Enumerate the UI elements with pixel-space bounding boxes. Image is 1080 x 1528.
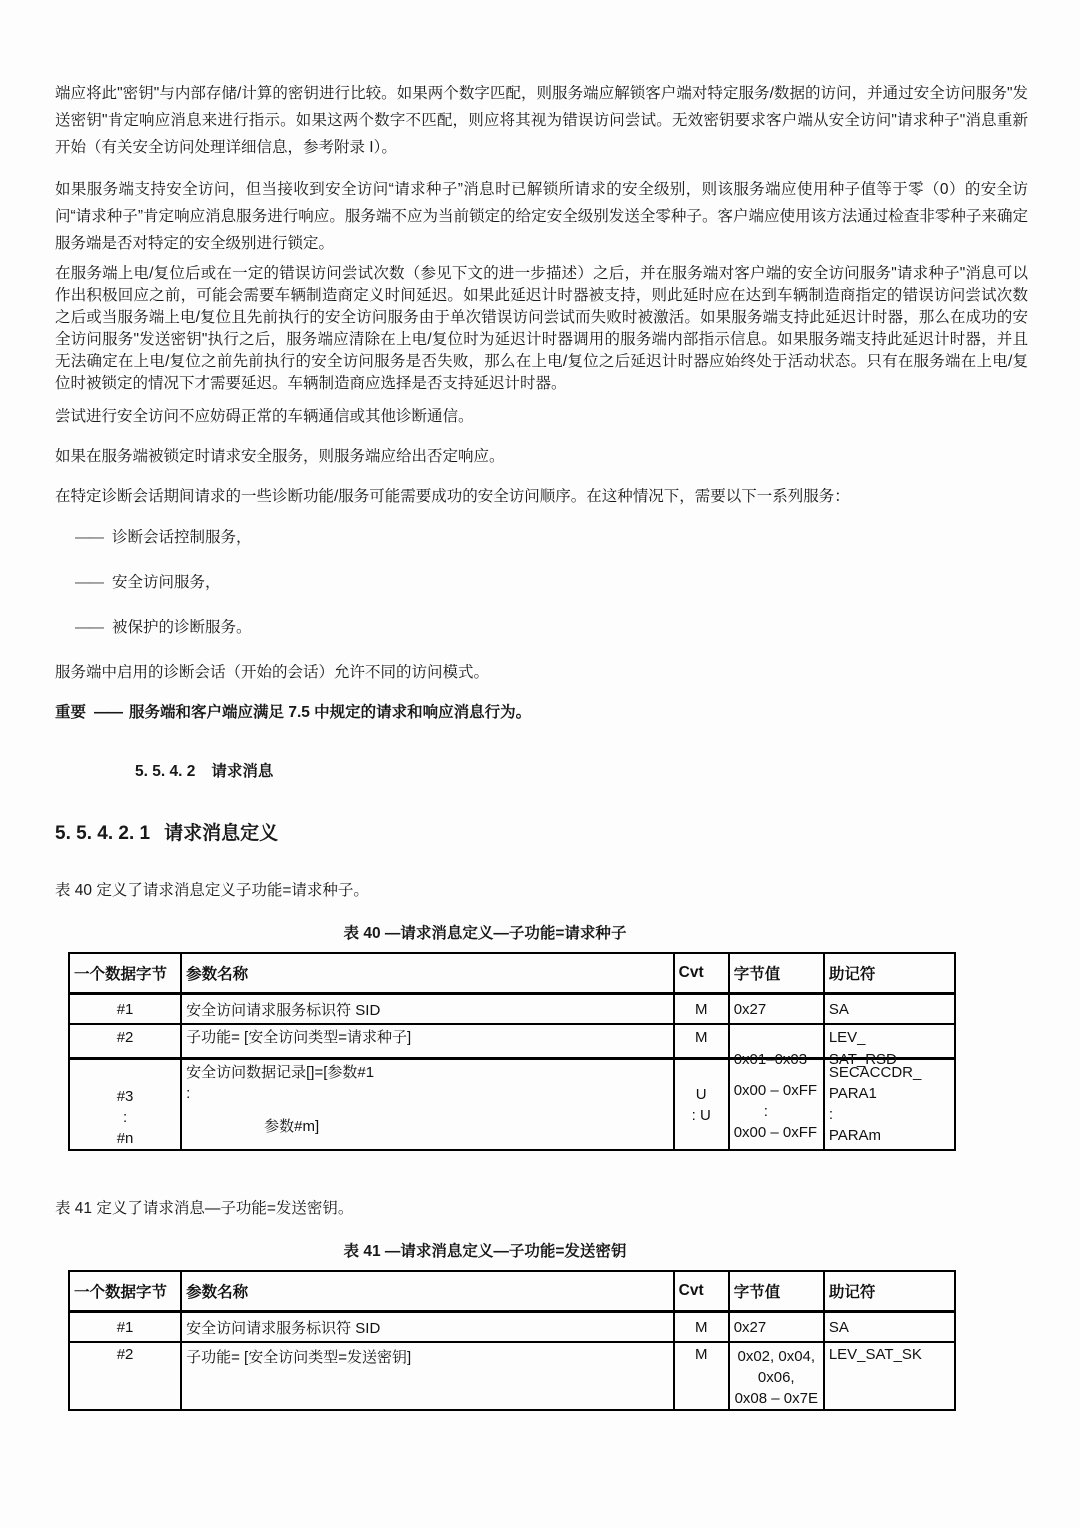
heading-title: 请求消息 <box>211 763 274 780</box>
heading-number: 5. 5. 4. 2. 1 <box>55 823 151 844</box>
col-header-cvt: Cvt <box>674 1271 729 1312</box>
col-header-param-name: 参数名称 <box>181 953 674 994</box>
cell-byte: #2 <box>69 1342 181 1410</box>
cell-cvt: M <box>674 1024 729 1059</box>
cell-param: 安全访问请求服务标识符 SID <box>181 994 674 1025</box>
paragraph-no-interfere: 尝试进行安全访问不应妨碍正常的车辆通信或其他诊断通信。 <box>55 408 474 425</box>
cell-mnemonic: SA <box>824 994 955 1025</box>
list-item-label: 安全访问服务， <box>112 574 221 591</box>
paragraph-locked-negative: 如果在服务端被锁定时请求安全服务，则服务端应给出否定响应。 <box>55 448 505 465</box>
cell-value-list: 0x02, 0x04, 0x06, 0x08 – 0x7E <box>729 1342 824 1410</box>
table-row <box>69 994 955 1025</box>
col-header-mnemonic: 助记符 <box>824 953 955 994</box>
table40-header-row <box>69 953 955 994</box>
dash-bullet: —— <box>75 619 102 636</box>
col-header-byte-value: 字节值 <box>729 953 824 994</box>
heading-5-5-4-2 <box>135 758 1028 785</box>
dash-bullet: —— <box>75 529 102 546</box>
cell-value-clipped: 0x01–0x03 <box>729 1024 824 1059</box>
paragraph-delay-timer: 在服务端上电/复位后或在一定的错误访问尝试次数（参见下文的进一步描述）之后，并在服务端对客户端的安全访问服务"请求种子"消息可以作出积极回应之前，可能会需要车辆制造商定义时间延迟。如果此延迟计时器被支持，则此延时应在达到车辆制造商指定的错误访问尝试次数之后或当服务端上电/复位且先前执行的安全访问服务由于单次错误访问尝试而失败时被激活。如果服务端支持此延迟计时器，那么在成功的安全访问服务"发送密钥"执行之后，服务端应清除在上电/复位时为延迟计时器调用的服务端内部指示信息。如果服务端支持此延迟计时器，并且无法确定在上电/复位之前先前执行的安全访问服务是否失败，那么在上电/复位之后延迟计时器应始终处于活动状态。只有在服务端在上电/复位时被锁定的情况下才需要延迟。车辆制造商应选择是否支持延迟计时器。 <box>55 265 1028 392</box>
table-40 <box>68 952 956 1151</box>
cell-byte-range: #3 : #n <box>69 1059 181 1151</box>
cell-value: 0x27 <box>729 1312 824 1343</box>
cell-param: 安全访问请求服务标识符 SID <box>181 1312 674 1343</box>
cell-mnemonic: SA <box>824 1312 955 1343</box>
list-item-security-access <box>75 569 1028 596</box>
cell-cvt: U : U <box>674 1059 729 1151</box>
paragraph-key-compare: 端应将此"密钥"与内部存储/计算的密钥进行比较。如果两个数字匹配，则服务端应解锁客户端对特定服务/数据的访问，并通过安全访问服务"发送密钥"肯定响应消息来进行指示。如果这两个数字不匹配，则应将其视为错误访问尝试。无效密钥要求客户端从安全访问"请求种子"消息重新开始（有关安全访问处理详细信息，参考附录 I）。 <box>55 85 1028 156</box>
note-dash: —— <box>94 704 122 721</box>
paragraph-zero-seed: 如果服务端支持安全访问，但当接收到安全访问“请求种子”消息时已解锁所请求的安全级别，则该服务端应使用种子值等于零（0）的安全访问“请求种子”肯定响应消息服务进行响应。服务端不应为当前锁定的给定安全级别发送全零种子。客户端应使用该方法通过检查非零种子来确定服务端是否对特定的安全级别进行锁定。 <box>55 181 1028 252</box>
table-41 <box>68 1270 956 1411</box>
dash-bullet: —— <box>75 574 102 591</box>
cell-byte: #1 <box>69 1312 181 1343</box>
table-row <box>69 1024 955 1059</box>
cell-cvt: M <box>674 994 729 1025</box>
service-sequence-list <box>55 524 1028 641</box>
list-item-session-control <box>75 524 1028 551</box>
table40-intro: 表 40 定义了请求消息定义子功能=请求种子。 <box>55 882 369 899</box>
table41-header-row <box>69 1271 955 1312</box>
note-text: 服务端和客户端应满足 7.5 中规定的请求和响应消息行为。 <box>129 704 532 721</box>
paragraph-session-modes: 服务端中启用的诊断会话（开始的会话）允许不同的访问模式。 <box>55 664 490 681</box>
col-header-cvt: Cvt <box>674 953 729 994</box>
table41-caption: 表 41 —请求消息定义—子功能=发送密钥 <box>343 1243 627 1260</box>
cell-value-range: 0x00 – 0xFF : 0x00 – 0xFF <box>729 1059 824 1151</box>
paragraph-sequence-intro: 在特定诊断会话期间请求的一些诊断功能/服务可能需要成功的安全访问顺序。在这种情况下，需要以下一系列服务： <box>55 488 850 505</box>
cell-byte: #1 <box>69 994 181 1025</box>
cell-value: 0x27 <box>729 994 824 1025</box>
table41-intro: 表 41 定义了请求消息—子功能=发送密钥。 <box>55 1200 354 1217</box>
col-header-byte-value: 字节值 <box>729 1271 824 1312</box>
col-header-param-name: 参数名称 <box>181 1271 674 1312</box>
col-header-mnemonic: 助记符 <box>824 1271 955 1312</box>
important-note <box>55 699 1028 726</box>
table-row <box>69 1059 955 1151</box>
list-item-label: 被保护的诊断服务。 <box>112 619 252 636</box>
table40-caption: 表 40 —请求消息定义—子功能=请求种子 <box>343 925 627 942</box>
cell-param: 子功能= [安全访问类型=发送密钥] <box>181 1342 674 1410</box>
list-item-label: 诊断会话控制服务， <box>112 529 252 546</box>
cell-param-record: 安全访问数据记录[]=[参数#1 : 参数#m] <box>181 1059 674 1151</box>
list-item-protected-service <box>75 614 1028 641</box>
cell-mnemonic: LEV_SAT_SK <box>824 1342 955 1410</box>
heading-5-5-4-2-1 <box>55 819 1028 849</box>
cell-param: 子功能= [安全访问类型=请求种子] <box>181 1024 674 1059</box>
cell-mnemonic-clipped: LEV_ SAT_RSD <box>824 1024 955 1059</box>
col-header-data-byte: 一个数据字节 <box>69 953 181 994</box>
col-header-data-byte: 一个数据字节 <box>69 1271 181 1312</box>
cell-byte: #2 <box>69 1024 181 1059</box>
heading-title: 请求消息定义 <box>164 823 279 844</box>
table-row <box>69 1312 955 1343</box>
note-label: 重要 <box>55 704 87 721</box>
cell-cvt: M <box>674 1342 729 1410</box>
table-row <box>69 1342 955 1410</box>
cell-mnemonic-range: SECACCDR_ PARA1 : PARAm <box>824 1059 955 1151</box>
cell-cvt: M <box>674 1312 729 1343</box>
heading-number: 5. 5. 4. 2 <box>135 763 196 780</box>
